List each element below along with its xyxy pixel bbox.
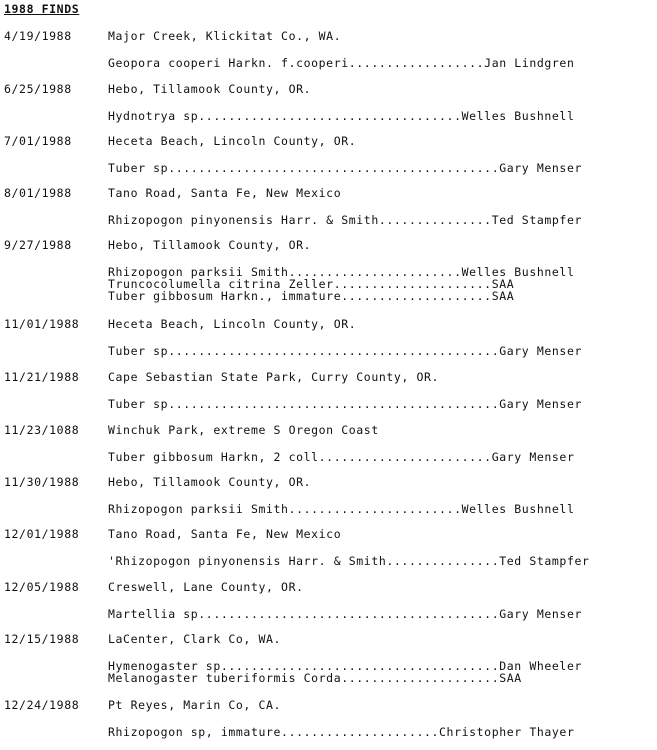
- find-item: Tuber sp............................................Gary Menser: [108, 397, 582, 411]
- find-date: 12/24/1988: [4, 698, 80, 712]
- page-title: 1988 FINDS: [4, 2, 80, 16]
- find-item: Tuber gibbosum Harkn, 2 coll.......................Gary Menser: [108, 450, 575, 464]
- find-location: Heceta Beach, Lincoln County, OR.: [108, 134, 357, 148]
- find-location: Pt Reyes, Marin Co, CA.: [108, 698, 282, 712]
- find-date: 11/21/1988: [4, 370, 80, 384]
- find-date: 12/01/1988: [4, 527, 80, 541]
- find-date: 11/01/1988: [4, 317, 80, 331]
- find-item: Truncocolumella citrina Zeller.....................SAA: [108, 277, 515, 291]
- find-location: Tano Road, Santa Fe, New Mexico: [108, 186, 342, 200]
- find-date: 12/05/1988: [4, 580, 80, 594]
- find-date: 9/27/1988: [4, 238, 72, 252]
- find-item: Tuber gibbosum Harkn., immature....................SAA: [108, 289, 515, 303]
- find-item: Rhizopogon sp, immature.....................Christopher Thayer: [108, 725, 575, 739]
- find-location: Hebo, Tillamook County, OR.: [108, 238, 312, 252]
- find-location: Creswell, Lane County, OR.: [108, 580, 304, 594]
- find-item: Geopora cooperi Harkn. f.cooperi..................Jan Lindgren: [108, 56, 575, 70]
- find-item: Hydnotrya sp...................................Welles Bushnell: [108, 109, 575, 123]
- find-item: Rhizopogon parksii Smith.......................Welles Bushnell: [108, 265, 575, 279]
- find-date: 6/25/1988: [4, 82, 72, 96]
- find-date: 4/19/1988: [4, 29, 72, 43]
- find-location: Cape Sebastian State Park, Curry County, OR.: [108, 370, 440, 384]
- find-date: 12/15/1988: [4, 632, 80, 646]
- find-location: LaCenter, Clark Co, WA.: [108, 632, 282, 646]
- find-location: Hebo, Tillamook County, OR.: [108, 475, 312, 489]
- find-item: 'Rhizopogon pinyonensis Harr. & Smith...............Ted Stampfer: [108, 554, 590, 568]
- find-item: Hymenogaster sp.....................................Dan Wheeler: [108, 659, 582, 673]
- find-location: Winchuk Park, extreme S Oregon Coast: [108, 423, 379, 437]
- find-location: Tano Road, Santa Fe, New Mexico: [108, 527, 342, 541]
- find-item: Rhizopogon pinyonensis Harr. & Smith...............Ted Stampfer: [108, 213, 582, 227]
- find-date: 11/23/1088: [4, 423, 80, 437]
- find-location: Heceta Beach, Lincoln County, OR.: [108, 317, 357, 331]
- find-date: 11/30/1988: [4, 475, 80, 489]
- find-item: Melanogaster tuberiformis Corda.....................SAA: [108, 671, 522, 685]
- find-item: Tuber sp............................................Gary Menser: [108, 344, 582, 358]
- find-date: 8/01/1988: [4, 186, 72, 200]
- find-item: Tuber sp............................................Gary Menser: [108, 161, 582, 175]
- find-location: Hebo, Tillamook County, OR.: [108, 82, 312, 96]
- find-location: Major Creek, Klickitat Co., WA.: [108, 29, 342, 43]
- find-item: Rhizopogon parksii Smith.......................Welles Bushnell: [108, 502, 575, 516]
- find-date: 7/01/1988: [4, 134, 72, 148]
- find-item: Martellia sp........................................Gary Menser: [108, 607, 582, 621]
